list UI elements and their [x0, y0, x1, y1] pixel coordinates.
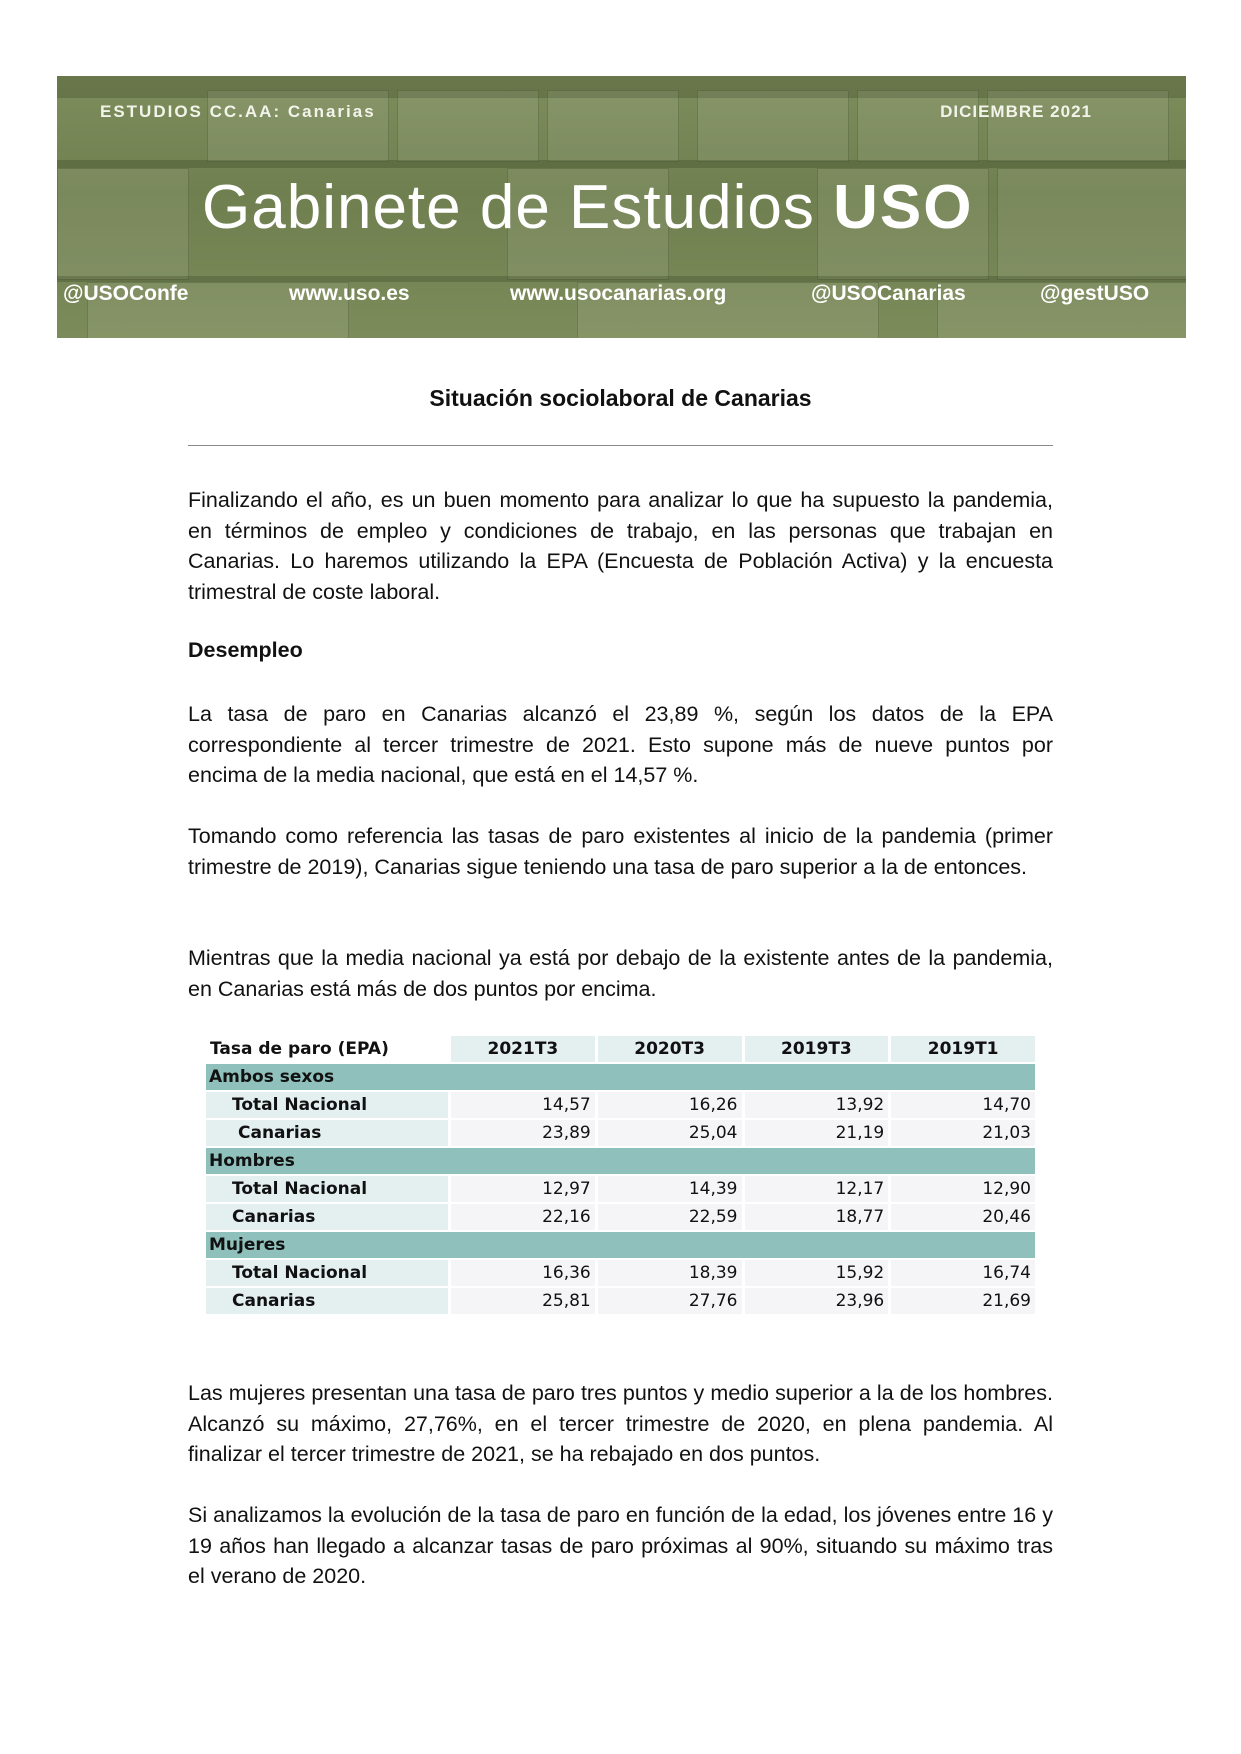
banner-date: DICIEMBRE 2021: [940, 102, 1092, 121]
table-cell: 12,90: [891, 1176, 1035, 1202]
table-cell: 13,92: [745, 1092, 889, 1118]
paragraph-4: Las mujeres presentan una tasa de paro tres puntos y medio superior a la de los hombres. Alcanzó su máximo, 27,76%, en el tercer trimestre de 2020, en plena pandemia. Al finalizar el tercer trimestre de 2021, se ha rebajado en dos puntos.: [188, 1381, 1053, 1466]
link-usoconfe[interactable]: @USOConfe: [63, 282, 189, 305]
paragraph-2: Tomando como referencia las tasas de paro existentes al inicio de la pandemia (primer trimestre de 2019), Canarias sigue teniendo una tasa de paro superior a la de entonces.: [188, 824, 1053, 879]
table-group-row: [206, 1148, 1035, 1174]
table-cell: 14,39: [598, 1176, 742, 1202]
table-cell: 20,46: [891, 1204, 1035, 1230]
table-header-cell: 2019T3: [745, 1036, 889, 1062]
table-row: [206, 1288, 1035, 1314]
table-cell: 23,96: [745, 1288, 889, 1314]
unemployment-table: [203, 1034, 1038, 1316]
table-cell: 23,89: [451, 1120, 595, 1146]
table-cell: 14,70: [891, 1092, 1035, 1118]
table-cell: 15,92: [745, 1260, 889, 1286]
table-header-cell: Tasa de paro (EPA): [206, 1036, 448, 1062]
link-usocanarias-org[interactable]: www.usocanarias.org: [510, 282, 727, 305]
table-cell: 16,26: [598, 1092, 742, 1118]
table-header-row: [206, 1036, 1035, 1062]
table-group-row: [206, 1232, 1035, 1258]
table-header-cell: 2021T3: [451, 1036, 595, 1062]
table-cell: 22,59: [598, 1204, 742, 1230]
table-header-cell: 2019T1: [891, 1036, 1035, 1062]
table-header-cell: 2020T3: [598, 1036, 742, 1062]
row-label: Total Nacional: [206, 1176, 448, 1202]
table-group-row: [206, 1064, 1035, 1090]
table-cell: 21,69: [891, 1288, 1035, 1314]
banner-links: [57, 282, 1186, 312]
paragraph-5: Si analizamos la evolución de la tasa de paro en función de la edad, los jóvenes entre 16 y 19 años han llegado a alcanzar tasas de paro próximas al 90%, situando su máximo tras el verano de 2020.: [188, 1503, 1053, 1588]
paragraph-1: La tasa de paro en Canarias alcanzó el 23,89 %, según los datos de la EPA correspondiente al tercer trimestre de 2021. Esto supone más de nueve puntos por encima de la media nacional, que está en el 14,57 %.: [188, 702, 1053, 787]
intro-paragraph: Finalizando el año, es un buen momento para analizar lo que ha supuesto la pandemia, en términos de empleo y condiciones de trabajo, en las personas que trabajan en Canarias. Lo haremos utilizando la EPA (Encuesta de Población Activa) y la encuesta trimestral de coste laboral.: [188, 488, 1053, 604]
group-label: Hombres: [206, 1148, 1035, 1174]
table-cell: 18,77: [745, 1204, 889, 1230]
banner-series-label: ESTUDIOS CC.AA: Canarias: [100, 102, 376, 121]
table-cell: 22,16: [451, 1204, 595, 1230]
banner-title-text: Gabinete de Estudios: [202, 173, 815, 242]
link-uso-es[interactable]: www.uso.es: [289, 282, 410, 305]
table-cell: 21,19: [745, 1120, 889, 1146]
table-cell: 27,76: [598, 1288, 742, 1314]
table-cell: 12,17: [745, 1176, 889, 1202]
table-row: [206, 1260, 1035, 1286]
row-label: Canarias: [206, 1288, 448, 1314]
section-heading: Desempleo: [188, 638, 303, 662]
group-label: Ambos sexos: [206, 1064, 1035, 1090]
row-label: Total Nacional: [206, 1092, 448, 1118]
paragraph-3: Mientras que la media nacional ya está por debajo de la existente antes de la pandemia, en Canarias está más de dos puntos por encima.: [188, 946, 1053, 1001]
table-row: [206, 1176, 1035, 1202]
table-cell: 25,04: [598, 1120, 742, 1146]
document-title: Situación sociolaboral de Canarias: [429, 385, 812, 411]
table-row: [206, 1204, 1035, 1230]
row-label: Canarias: [206, 1204, 448, 1230]
table-cell: 16,74: [891, 1260, 1035, 1286]
table-row: [206, 1092, 1035, 1118]
row-label: Total Nacional: [206, 1260, 448, 1286]
banner-title: [202, 172, 973, 243]
table-cell: 12,97: [451, 1176, 595, 1202]
table-cell: 25,81: [451, 1288, 595, 1314]
link-usocanarias-social[interactable]: @USOCanarias: [811, 282, 966, 305]
link-gestuso[interactable]: @gestUSO: [1040, 282, 1150, 305]
group-label: Mujeres: [206, 1232, 1035, 1258]
table-cell: 21,03: [891, 1120, 1035, 1146]
table-row: [206, 1120, 1035, 1146]
table-cell: 18,39: [598, 1260, 742, 1286]
header-banner: [57, 76, 1186, 338]
row-label: Canarias: [206, 1120, 448, 1146]
table-cell: 14,57: [451, 1092, 595, 1118]
title-divider: [188, 445, 1053, 446]
table-cell: 16,36: [451, 1260, 595, 1286]
banner-brand-logo: USO: [833, 173, 974, 242]
